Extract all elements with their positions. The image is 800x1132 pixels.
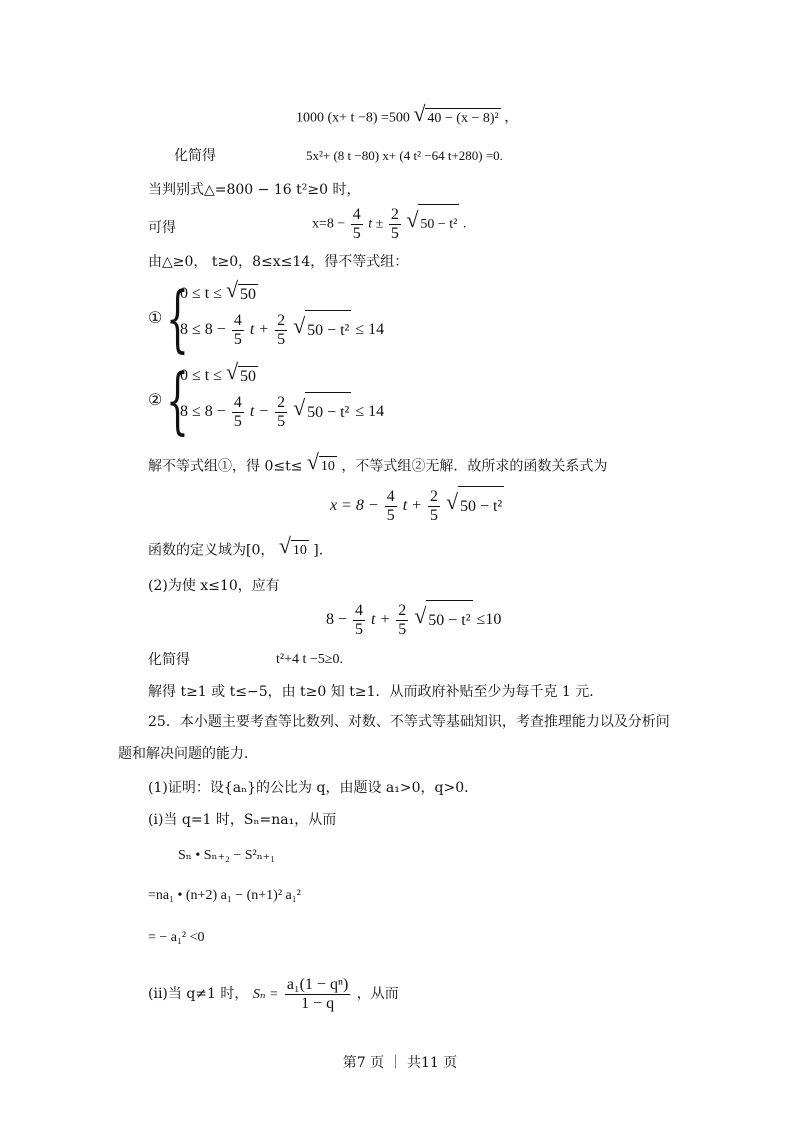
expression-2: =na₁ • (n+2) a₁ − (n+1)² a₁² xyxy=(148,888,301,903)
system-1-line-2: 8 ≤ 8 − $\frac{4}{5}$ t + $\frac{2}{5}$ √ 50 − t² ≤ 14 xyxy=(180,310,384,351)
system-2-brace: { xyxy=(166,358,189,442)
sqrt-sign: √ 50 xyxy=(226,366,258,387)
part-2-text: (2)为使 x≤10，应有 xyxy=(148,578,280,594)
conditions-text: 由△≥0， t≥0，8≤x≤14，得不等式组： xyxy=(148,254,409,270)
inequality: 8 − $\frac{4}{5}$ t + $\frac{2}{5}$ √ 50 − t² ≤10 xyxy=(326,600,501,641)
question-25-line-2: 题和解决问题的能力． xyxy=(118,746,258,762)
discriminant-text: 当判别式△=800 − 16 t²≥0 时， xyxy=(148,182,361,198)
fraction: $\frac{4}{5}$ xyxy=(233,394,242,430)
fraction: $\frac{2}{5}$ xyxy=(429,488,438,524)
equation-1: 1000 (x+ t −8) =500 √ 40 − (x − 8)² ， xyxy=(296,108,518,129)
domain-text: 函数的定义域为[0， √ 10 ]. xyxy=(148,540,323,561)
system-1-marker: ① xyxy=(148,308,163,327)
system-1-line-1: 0 ≤ t ≤ √ 50 xyxy=(180,284,258,305)
question-25-line-1: 25．本小题主要考查等比数列、对数、不等式等基础知识，考查推理能力以及分析问 xyxy=(148,714,670,730)
page-footer: 第7 页 ｜ 共11 页 xyxy=(342,1055,458,1071)
fraction: $\frac{2}{5}$ xyxy=(390,206,399,242)
system-2-line-1: 0 ≤ t ≤ √ 50 xyxy=(180,366,258,387)
fraction: $\frac{2}{5}$ xyxy=(398,602,407,638)
sqrt-sign: √ 50 xyxy=(226,284,258,305)
sqrt-sign: √ 50 − t² xyxy=(293,392,351,433)
case-i-text: (i)当 q=1 时，Sₙ=na₁，从而 xyxy=(148,812,337,828)
system-2-marker: ② xyxy=(148,390,163,409)
fraction: $\frac{4}{5}$ xyxy=(233,312,242,348)
sqrt-sign: √ 50 − t² xyxy=(406,204,459,245)
answer-text: 解得 t≥1 或 t≤−5，由 t≥0 知 t≥1．从而政府补贴至少为每千克 1 元． xyxy=(148,684,604,700)
function-equation: x = 8 − $\frac{4}{5}$ t + $\frac{2}{5}$ √ 50 − t² xyxy=(330,486,504,527)
simplify-label: 化简得 xyxy=(174,148,216,164)
expression-3: = − a₁² <0 xyxy=(148,930,205,945)
simplify-equation: 5x²+ (8 t −80) x+ (4 t² −64 t+280) =0. xyxy=(306,148,503,163)
expression-1: Sₙ • Sₙ₊₂ − S²ₙ₊₁ xyxy=(178,848,276,863)
possible-label: 可得 xyxy=(148,220,176,236)
fraction: $\frac{4}{5}$ xyxy=(352,206,361,242)
fraction: $\frac{2}{5}$ xyxy=(277,312,286,348)
fraction: $\frac{4}{5}$ xyxy=(355,602,364,638)
sqrt-sign: √ 10 xyxy=(279,540,309,561)
fraction: $\frac{2}{5}$ xyxy=(277,394,286,430)
solve-text: 解不等式组①，得 0≤t≤ √ 10 ，不等式组②无解．故所求的函数关系式为 xyxy=(148,456,607,477)
x-solution: x=8 − $\frac{4}{5}$ t ± $\frac{2}{5}$ √ 50 − t² . xyxy=(312,204,466,245)
system-2-line-2: 8 ≤ 8 − $\frac{4}{5}$ t − $\frac{2}{5}$ √ 50 − t² ≤ 14 xyxy=(180,392,384,433)
sqrt-sign: √ 10 xyxy=(307,456,337,477)
system-1-brace: { xyxy=(166,276,189,360)
simplify-2-label: 化简得 xyxy=(148,652,190,668)
proof-text: (1)证明：设{aₙ}的公比为 q，由题设 a₁>0，q>0． xyxy=(148,780,479,796)
fraction: $\frac{4}{5}$ xyxy=(386,488,395,524)
sqrt-sign: √ 40 − (x − 8)² xyxy=(413,108,500,129)
fraction: $\frac{\text{a₁(1 − qⁿ)}}{1 - q}$ xyxy=(286,975,349,1012)
case-ii-text: (ii)当 q≠1 时， Sₙ = $\frac{\text{a₁(1 − qⁿ)}}{1 - q}$ ，从而 xyxy=(148,975,399,1012)
simplify-2-equation: t²+4 t −5≥0. xyxy=(276,652,343,667)
sqrt-sign: √ 50 − t² xyxy=(293,310,351,351)
sqrt-sign: √ 50 − t² xyxy=(414,600,472,641)
sqrt-sign: √ 50 − t² xyxy=(446,486,504,527)
